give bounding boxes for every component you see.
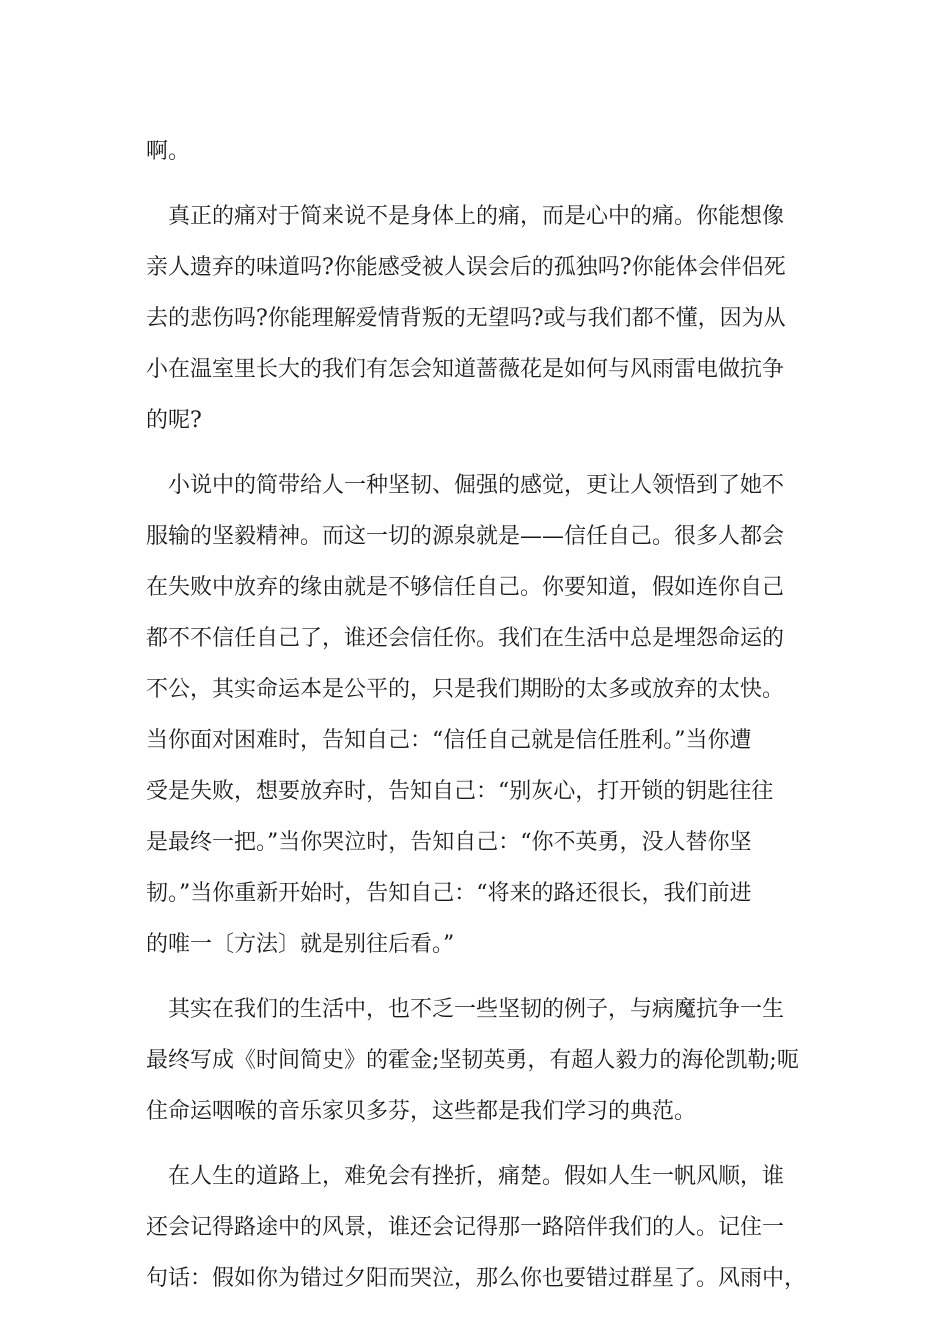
text-line: 亲人遗弃的味道吗?你能感受被人误会后的孤独吗?你能体会伴侣死 xyxy=(146,255,786,280)
text-line: 不公，其实命运本是公平的，只是我们期盼的太多或放弃的太快。 xyxy=(146,677,785,702)
text-line: 去的悲伤吗?你能理解爱情背叛的无望吗?或与我们都不懂，因为从 xyxy=(146,306,786,331)
text-line: 最终写成《时间简史》的霍金;坚韧英勇，有超人毅力的海伦凯勒;呃 xyxy=(146,1048,799,1073)
text-line: 真正的痛对于简来说不是身体上的痛，而是心中的痛。你能想像 xyxy=(168,204,785,229)
text-line: 是最终一把。”当你哭泣时，告知自己：“你不英勇，没人替你坚 xyxy=(146,830,752,855)
text-line: 当你面对困难时，告知自己：“信任自己就是信任胜利。”当你遭 xyxy=(146,728,752,753)
text-line: 都不不信任自己了，谁还会信任你。我们在生活中总是埋怨命运的 xyxy=(146,626,785,651)
text-line: 的呢? xyxy=(146,408,202,433)
text-line: 的唯一〔方法〕就是别往后看。” xyxy=(146,932,455,957)
text-line: 在人生的道路上，难免会有挫折，痛楚。假如人生一帆风顺，谁 xyxy=(168,1164,785,1189)
text-line: 小说中的简带给人一种坚韧、倔强的感觉，更让人领悟到了她不 xyxy=(168,473,785,498)
text-line: 其实在我们的生活中，也不乏一些坚韧的例子，与病魔抗争一生 xyxy=(168,997,785,1022)
text-line: 小在温室里长大的我们有怎会知道蔷薇花是如何与风雨雷电做抗争 xyxy=(146,357,785,382)
paragraph-gap xyxy=(146,970,826,984)
text-line: 服输的坚毅精神。而这一切的源泉就是——信任自己。很多人都会 xyxy=(146,524,785,549)
text-line: 韧。”当你重新开始时，告知自己：“将来的路还很长，我们前进 xyxy=(146,881,752,906)
text-line: 句话：假如你为错过夕阳而哭泣，那么你也要错过群星了。风雨中， xyxy=(146,1266,807,1291)
document-body xyxy=(146,126,826,1304)
paragraph-gap xyxy=(146,177,826,191)
text-line: 住命运咽喉的音乐家贝多芬，这些都是我们学习的典范。 xyxy=(146,1099,697,1124)
text-line: 在失败中放弃的缘由就是不够信任自己。你要知道，假如连你自己 xyxy=(146,575,785,600)
paragraph-gap xyxy=(146,446,826,460)
text-line: 还会记得路途中的风景，谁还会记得那一路陪伴我们的人。记住一 xyxy=(146,1215,785,1240)
text-line: 受是失败，想要放弃时，告知自己：“别灰心，打开锁的钥匙往往 xyxy=(146,779,774,804)
paragraph-gap xyxy=(146,1137,826,1151)
text-line: 啊。 xyxy=(146,139,191,164)
